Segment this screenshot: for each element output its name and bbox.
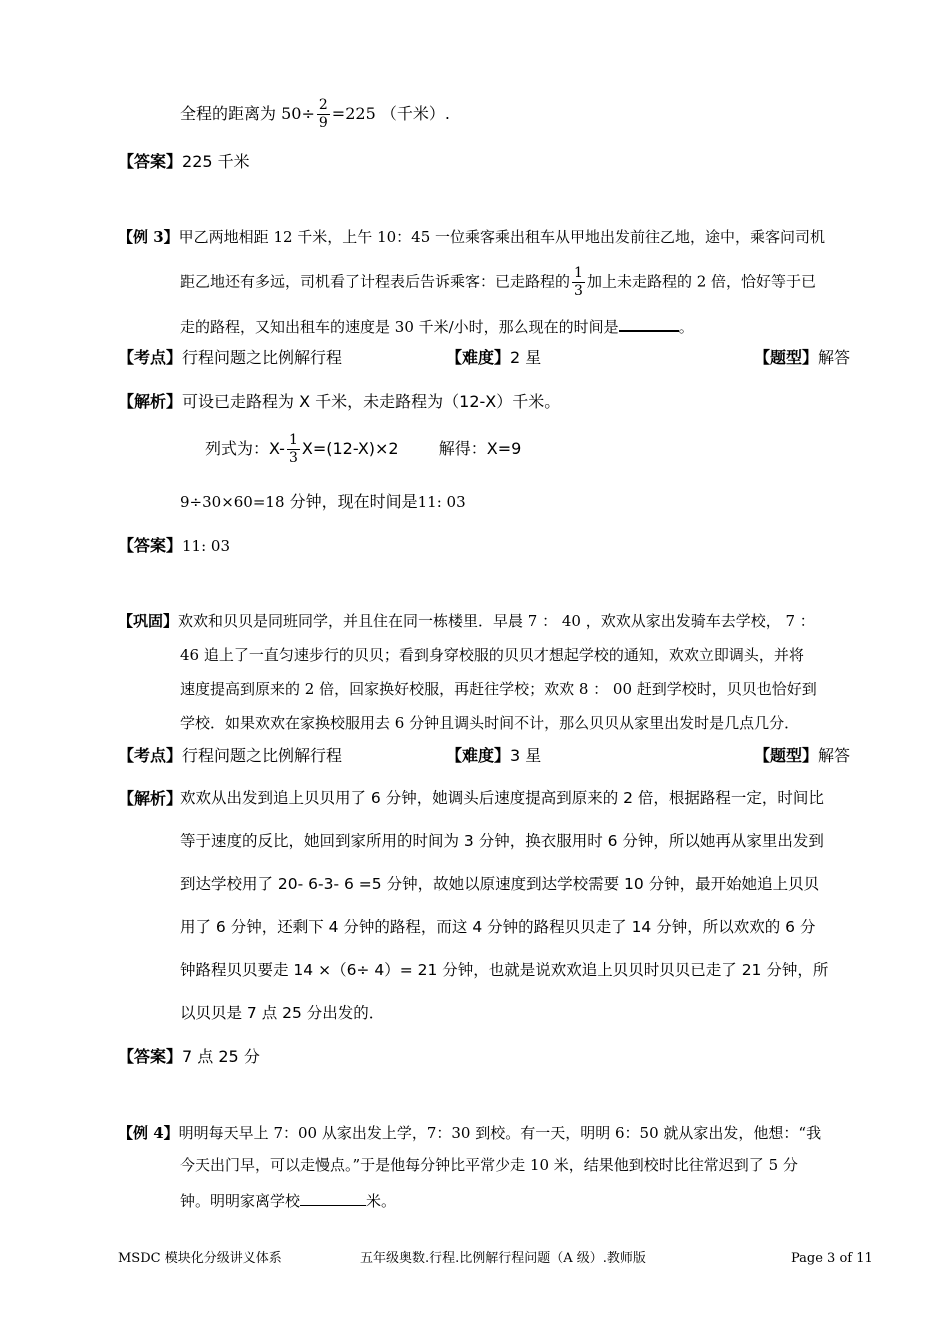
fraction-2-9: $\frac{2}{9}$ xyxy=(318,97,328,131)
example3-tixing: 【题型】解答 xyxy=(754,348,851,367)
answer-blank[interactable] xyxy=(619,316,679,332)
distance-expr-b: =225 xyxy=(331,104,376,123)
answer-1: 【答案】225 千米 xyxy=(118,152,250,171)
gonggu-line2: 46 追上了一直匀速步行的贝贝；看到身穿校服的贝贝才想起学校的通知，欢欢立即调头，并将 xyxy=(180,646,804,664)
gonggu-jiexi-line2: 等于速度的反比，她回到家所用的时间为 3 分钟，换衣服用时 6 分钟，所以她再从家里出发到 xyxy=(180,832,824,850)
example3-equation: 列式为：X- $\frac{1}{3}$ X=(12-X)×2 解得：X=9 xyxy=(205,432,522,466)
example4-line3: 钟。明明家离学校 米。 xyxy=(180,1192,397,1210)
gonggu-kaodian: 【考点】行程问题之比例解行程 xyxy=(118,746,343,765)
example3-answer: 【答案】11: 03 xyxy=(118,536,231,555)
example4-line1: 【例 4】明明每天早上 7：00 从家出发上学，7：30 到校。有一天，明明 6：50 就从家出发，他想：“我 xyxy=(118,1124,822,1142)
gonggu-jiexi-line6: 以贝贝是 7 点 25 分出发的． xyxy=(180,1004,385,1022)
example4-line2: 今天出门早，可以走慢点。”于是他每分钟比平常少走 10 米，结果他到校时比往常迟到了 5 分 xyxy=(180,1156,798,1174)
gonggu-jiexi-line4: 用了 6 分钟，还剩下 4 分钟的路程，而这 4 分钟的路程贝贝走了 14 分钟，所以欢欢的 6 分 xyxy=(180,918,816,936)
footer-center: 五年级奥数.行程.比例解行程问题（A 级）.教师版 xyxy=(360,1251,646,1266)
distance-expr-a: 50÷ xyxy=(281,104,315,123)
gonggu-line4: 学校．如果欢欢在家换校服用去 6 分钟且调头时间不计，那么贝贝从家里出发时是几点几分． xyxy=(180,714,800,732)
gonggu-tixing: 【题型】解答 xyxy=(754,746,851,765)
gonggu-nandu: 【难度】3 星 xyxy=(446,746,542,765)
example3-nandu: 【难度】2 星 xyxy=(446,348,542,367)
example3-calc: 9÷30×60=18 分钟，现在时间是11: 03 xyxy=(180,492,466,511)
gonggu-jiexi-line3: 到达学校用了 20- 6-3- 6 =5 分钟，故她以原速度到达学校需要 10 分钟，最开始她追上贝贝 xyxy=(180,875,820,893)
example3-line1: 【例 3】甲乙两地相距 12 千米，上午 10：45 一位乘客乘出租车从甲地出发前往乙地，途中，乘客问司机 xyxy=(118,228,826,246)
equation-fraction: $\frac{1}{3}$ xyxy=(288,432,298,466)
example3-kaodian: 【考点】行程问题之比例解行程 xyxy=(118,348,343,367)
fraction-1-3: $\frac{1}{3}$ xyxy=(574,265,583,299)
gonggu-jiexi-line1: 欢欢从出发到追上贝贝用了 6 分钟，她调头后速度提高到原来的 2 倍，根据路程一定，时间比 xyxy=(180,789,824,807)
gonggu-line1: 【巩固】欢欢和贝贝是同班同学，并且住在同一栋楼里．早晨 7 ： 40 ，欢欢从家出发骑车去学校， 7 ： xyxy=(118,612,815,630)
gonggu-jiexi-tag: 【解析】 xyxy=(118,789,183,808)
distance-line: 全程的距离为 50÷ $\frac{2}{9}$ =225 （千米）. xyxy=(180,97,450,131)
example3-jiexi: 【解析】可设已走路程为 X 千米，未走路程为（12-X）千米。 xyxy=(118,392,561,411)
gonggu-line3: 速度提高到原来的 2 倍，回家换好校服，再赶往学校；欢欢 8 ： 00 赶到学校时，贝贝也恰好到 xyxy=(180,680,817,698)
footer-page-number: Page 3 of 11 xyxy=(791,1251,873,1266)
footer-left: MSDC 模块化分级讲义体系 xyxy=(118,1251,282,1266)
example3-line2: 距乙地还有多远，司机看了计程表后告诉乘客：已走路程的 $\frac{1}{3}$ 加上未走路程的 2 倍，恰好等于已 xyxy=(180,265,817,299)
gonggu-jiexi-line5: 钟路程贝贝要走 14 ×（6÷ 4）= 21 分钟，也就是说欢欢追上贝贝时贝贝已走了 21 分钟，所 xyxy=(180,961,829,979)
example3-line3: 走的路程，又知出租车的速度是 30 千米/小时，那么现在的时间是 。 xyxy=(180,318,694,336)
distance-blank[interactable] xyxy=(300,1191,366,1206)
gonggu-answer: 【答案】7 点 25 分 xyxy=(118,1047,260,1066)
